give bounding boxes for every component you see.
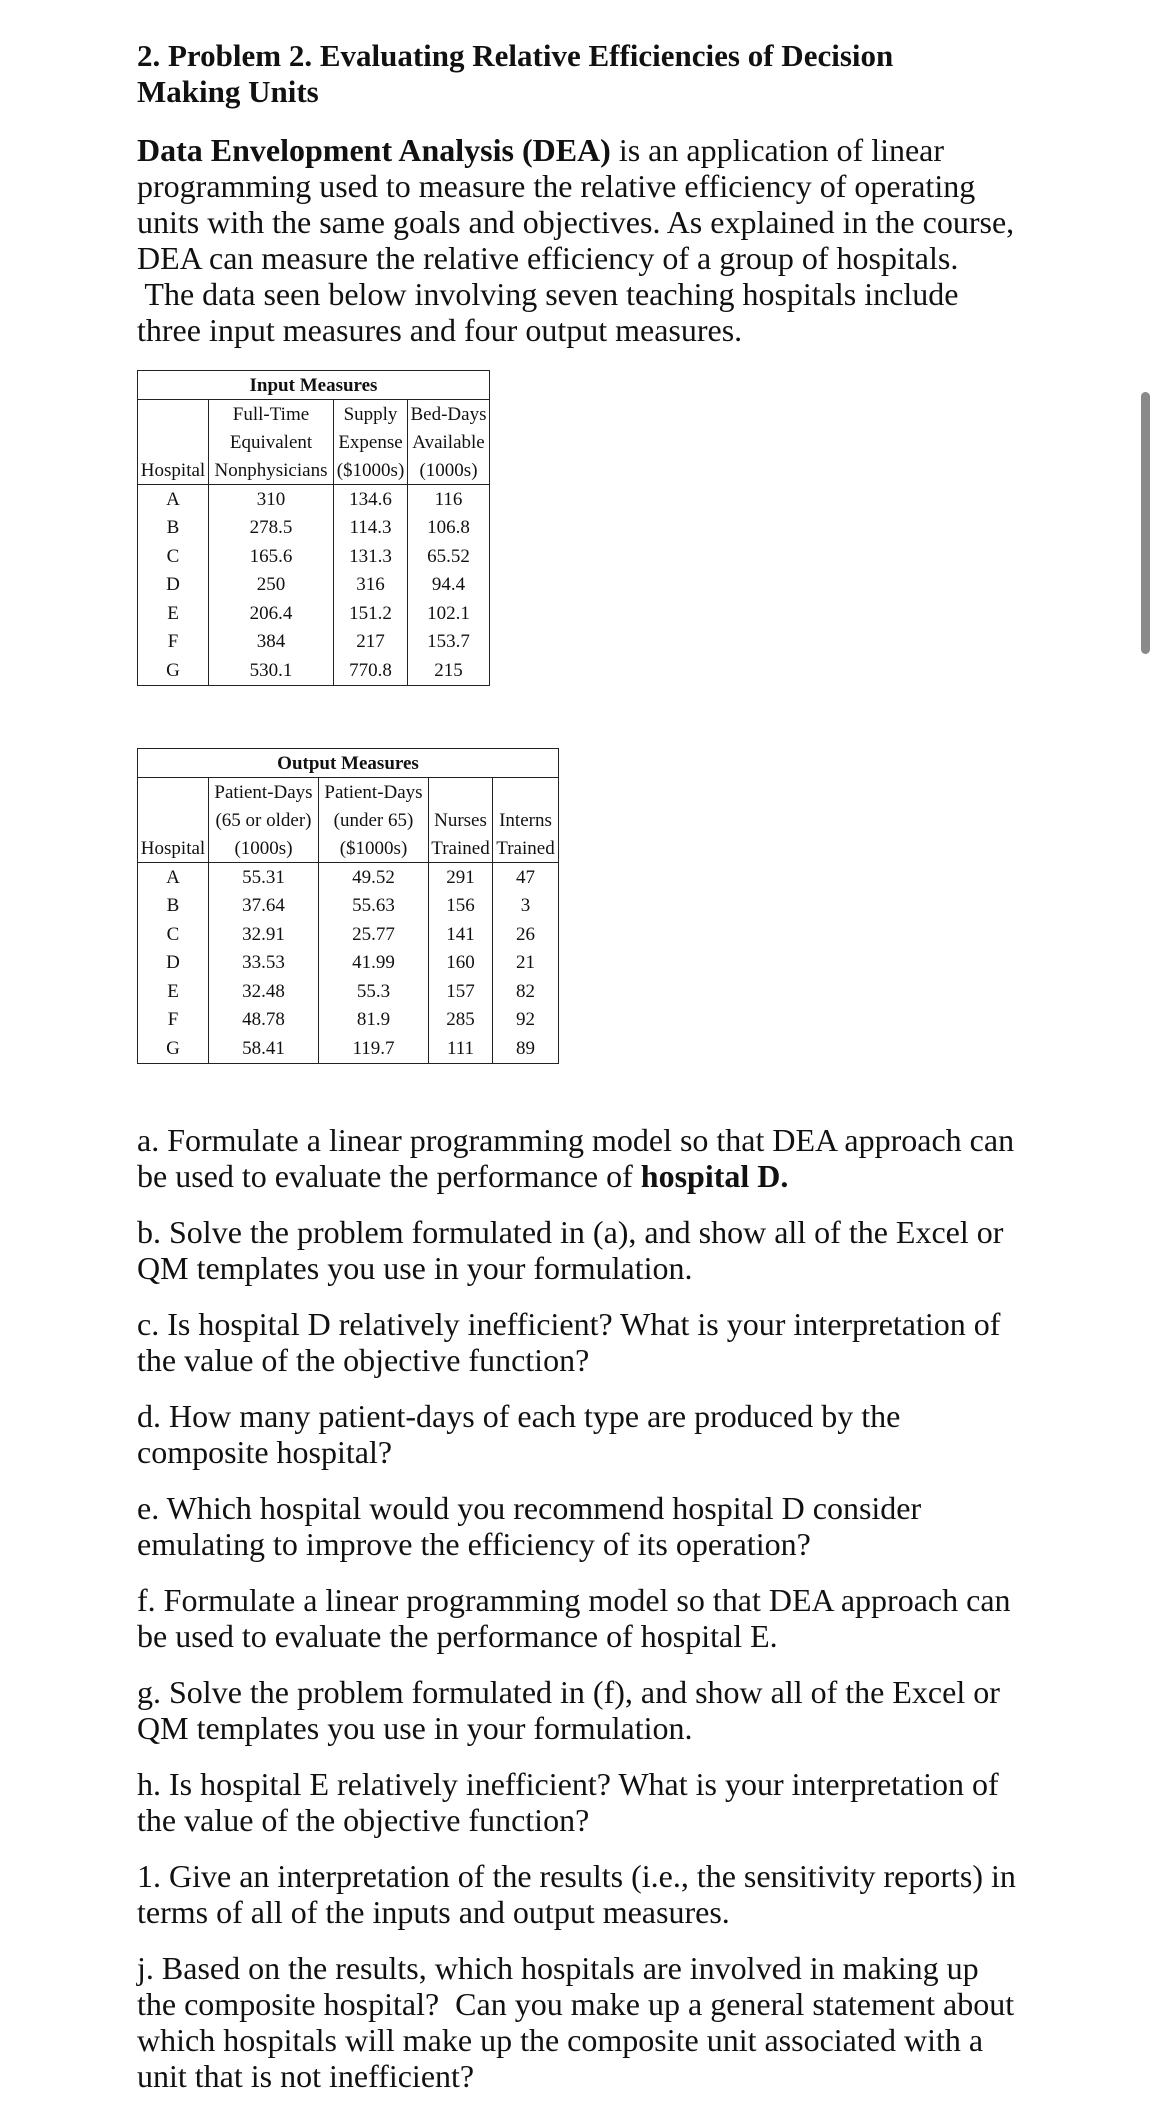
table-row [138,485,490,514]
table-cell: 33.53 [209,949,319,978]
table-cell: C [138,920,209,949]
input-header-cell [138,428,209,456]
table-cell: 141 [429,920,493,949]
question-f [137,1582,1037,1654]
heading-line-1: 2. Problem 2. Evaluating Relative Efficiencies of Decision [137,38,894,73]
table-cell: 215 [408,656,490,685]
question-line: the value of the objective function? [137,1802,590,1838]
question-d [137,1398,1037,1470]
table-cell: 316 [334,571,408,600]
question-j [137,1950,1037,2094]
table-cell: 530.1 [209,656,334,685]
table-cell: 94.4 [408,571,490,600]
table-cell: 32.48 [209,977,319,1006]
output-header-cell: (1000s) [209,834,319,863]
input-measures-table [137,370,490,686]
output-header-row [138,778,559,807]
question-line: QM templates you use in your formulation. [137,1250,693,1286]
intro-line-2: programming used to measure the relative efficiency of operating [137,168,976,204]
vertical-scrollbar[interactable] [1141,392,1150,654]
intro-line-3: units with the same goals and objectives. As explained in the course, [137,204,1015,240]
table-row [138,863,559,892]
input-header-cell: (1000s) [408,456,490,485]
input-header-cell: Full-Time [209,400,334,429]
table-cell: 165.6 [209,542,334,571]
table-cell: 58.41 [209,1034,319,1063]
table-cell: B [138,892,209,921]
table-cell: 206.4 [209,599,334,628]
table-cell: 250 [209,571,334,600]
table-cell: 116 [408,485,490,514]
table-cell: 49.52 [319,863,429,892]
input-header-cell: Supply [334,400,408,429]
heading-line-2: Making Units [137,74,319,109]
table-cell: 25.77 [319,920,429,949]
table-cell: G [138,656,209,685]
output-header-row [138,806,559,834]
intro-line-4: DEA can measure the relative efficiency of a group of hospitals. [137,240,959,276]
table-cell: 92 [493,1006,559,1035]
table-cell: 55.63 [319,892,429,921]
question-line: which hospitals will make up the composite unit associated with a [137,2022,984,2058]
question-h [137,1766,1037,1838]
question-line: j. Based on the results, which hospitals are involved in making up [137,1950,979,1986]
table-cell: D [138,949,209,978]
question-line: be used to evaluate the performance of hospital E. [137,1618,778,1654]
table-cell: 41.99 [319,949,429,978]
table-cell: 81.9 [319,1006,429,1035]
input-header-cell: Bed-Days [408,400,490,429]
output-header-cell: Interns [493,806,559,834]
intro-line-6: three input measures and four output measures. [137,312,743,348]
input-header-row [138,456,490,485]
table-cell: 102.1 [408,599,490,628]
output-header-cell: Patient-Days [319,778,429,807]
table-cell: 47 [493,863,559,892]
input-header-row [138,400,490,429]
table-cell: 119.7 [319,1034,429,1063]
question-line: b. Solve the problem formulated in (a), and show all of the Excel or [137,1214,1004,1250]
input-table-title: Input Measures [138,371,490,400]
output-header-cell [429,778,493,807]
output-header-cell: ($1000s) [319,834,429,863]
output-header-row [138,834,559,863]
table-cell: 131.3 [334,542,408,571]
table-cell: 48.78 [209,1006,319,1035]
input-header-cell: Nonphysicians [209,456,334,485]
table-cell: A [138,863,209,892]
intro-bold-lead: Data Envelopment Analysis (DEA) [137,132,611,168]
question-line: emulating to improve the efficiency of its operation? [137,1526,811,1562]
table-cell: 157 [429,977,493,1006]
table-row [138,892,559,921]
question-line: f. Formulate a linear programming model so that DEA approach can [137,1582,1011,1618]
table-cell: F [138,628,209,657]
output-header-cell: (65 or older) [209,806,319,834]
table-row [138,920,559,949]
table-row [138,977,559,1006]
table-cell: A [138,485,209,514]
table-cell: 285 [429,1006,493,1035]
table-row [138,949,559,978]
question-line: e. Which hospital would you recommend hospital D consider [137,1490,922,1526]
table-cell: 160 [429,949,493,978]
table-cell: 384 [209,628,334,657]
question-line: the composite hospital? Can you make up a general statement about [137,1986,1015,2022]
output-measures-table [137,748,559,1064]
problem-content [137,38,1037,348]
question-i [137,1858,1037,1930]
table-cell: 291 [429,863,493,892]
question-emphasis: hospital D. [640,1158,789,1194]
intro-paragraph [137,132,1037,348]
output-header-cell: Trained [429,834,493,863]
table-cell: 55.3 [319,977,429,1006]
output-header-cell [138,778,209,807]
table-cell: 106.8 [408,514,490,543]
question-list [137,1122,1037,2114]
table-cell: 55.31 [209,863,319,892]
intro-line-1: is an application of linear [610,132,945,168]
table-cell: 37.64 [209,892,319,921]
table-cell: 278.5 [209,514,334,543]
table-cell: 65.52 [408,542,490,571]
question-line: g. Solve the problem formulated in (f), and show all of the Excel or [137,1674,1000,1710]
table-cell: F [138,1006,209,1035]
question-line: c. Is hospital D relatively inefficient? What is your interpretation of [137,1306,1001,1342]
output-header-cell: Trained [493,834,559,863]
table-row [138,599,490,628]
question-line: 1. Give an interpretation of the results (i.e., the sensitivity reports) in [137,1858,1016,1894]
output-header-cell: (under 65) [319,806,429,834]
table-cell: 3 [493,892,559,921]
table-cell: 153.7 [408,628,490,657]
table-cell: 156 [429,892,493,921]
table-cell: 151.2 [334,599,408,628]
question-g [137,1674,1037,1746]
question-line: d. How many patient-days of each type are produced by the [137,1398,901,1434]
question-line: unit that is not inefficient? [137,2058,475,2094]
table-cell: 82 [493,977,559,1006]
table-cell: B [138,514,209,543]
table-cell: 114.3 [334,514,408,543]
table-row [138,1006,559,1035]
table-cell: 32.91 [209,920,319,949]
question-a [137,1122,1037,1194]
table-cell: D [138,571,209,600]
question-line: composite hospital? [137,1434,393,1470]
table-cell: E [138,599,209,628]
input-header-row [138,428,490,456]
output-header-cell: Nurses [429,806,493,834]
table-cell: 217 [334,628,408,657]
table-row [138,628,490,657]
output-header-cell: Hospital [138,834,209,863]
question-line: QM templates you use in your formulation. [137,1710,693,1746]
table-cell: 89 [493,1034,559,1063]
question-line: be used to evaluate the performance of [137,1158,641,1194]
table-cell: 111 [429,1034,493,1063]
input-header-cell: Equivalent [209,428,334,456]
input-header-cell: ($1000s) [334,456,408,485]
table-row [138,1034,559,1063]
table-row [138,542,490,571]
table-cell: G [138,1034,209,1063]
input-header-cell [138,400,209,429]
table-cell: E [138,977,209,1006]
question-line: h. Is hospital E relatively inefficient? What is your interpretation of [137,1766,999,1802]
question-e [137,1490,1037,1562]
output-header-cell [493,778,559,807]
question-c [137,1306,1037,1378]
question-line: terms of all of the inputs and output measures. [137,1894,730,1930]
question-b [137,1214,1037,1286]
input-header-cell: Hospital [138,456,209,485]
table-row [138,571,490,600]
table-cell: 21 [493,949,559,978]
table-cell: C [138,542,209,571]
output-table-title: Output Measures [138,749,559,778]
table-cell: 770.8 [334,656,408,685]
table-cell: 310 [209,485,334,514]
output-header-cell: Patient-Days [209,778,319,807]
problem-heading [137,38,1037,110]
intro-line-5: The data seen below involving seven teaching hospitals include [137,276,959,312]
output-header-cell [138,806,209,834]
input-header-cell: Expense [334,428,408,456]
table-row [138,656,490,685]
table-cell: 26 [493,920,559,949]
question-line: a. Formulate a linear programming model so that DEA approach can [137,1122,1015,1158]
question-line: the value of the objective function? [137,1342,590,1378]
input-header-cell: Available [408,428,490,456]
table-cell: 134.6 [334,485,408,514]
table-row [138,514,490,543]
